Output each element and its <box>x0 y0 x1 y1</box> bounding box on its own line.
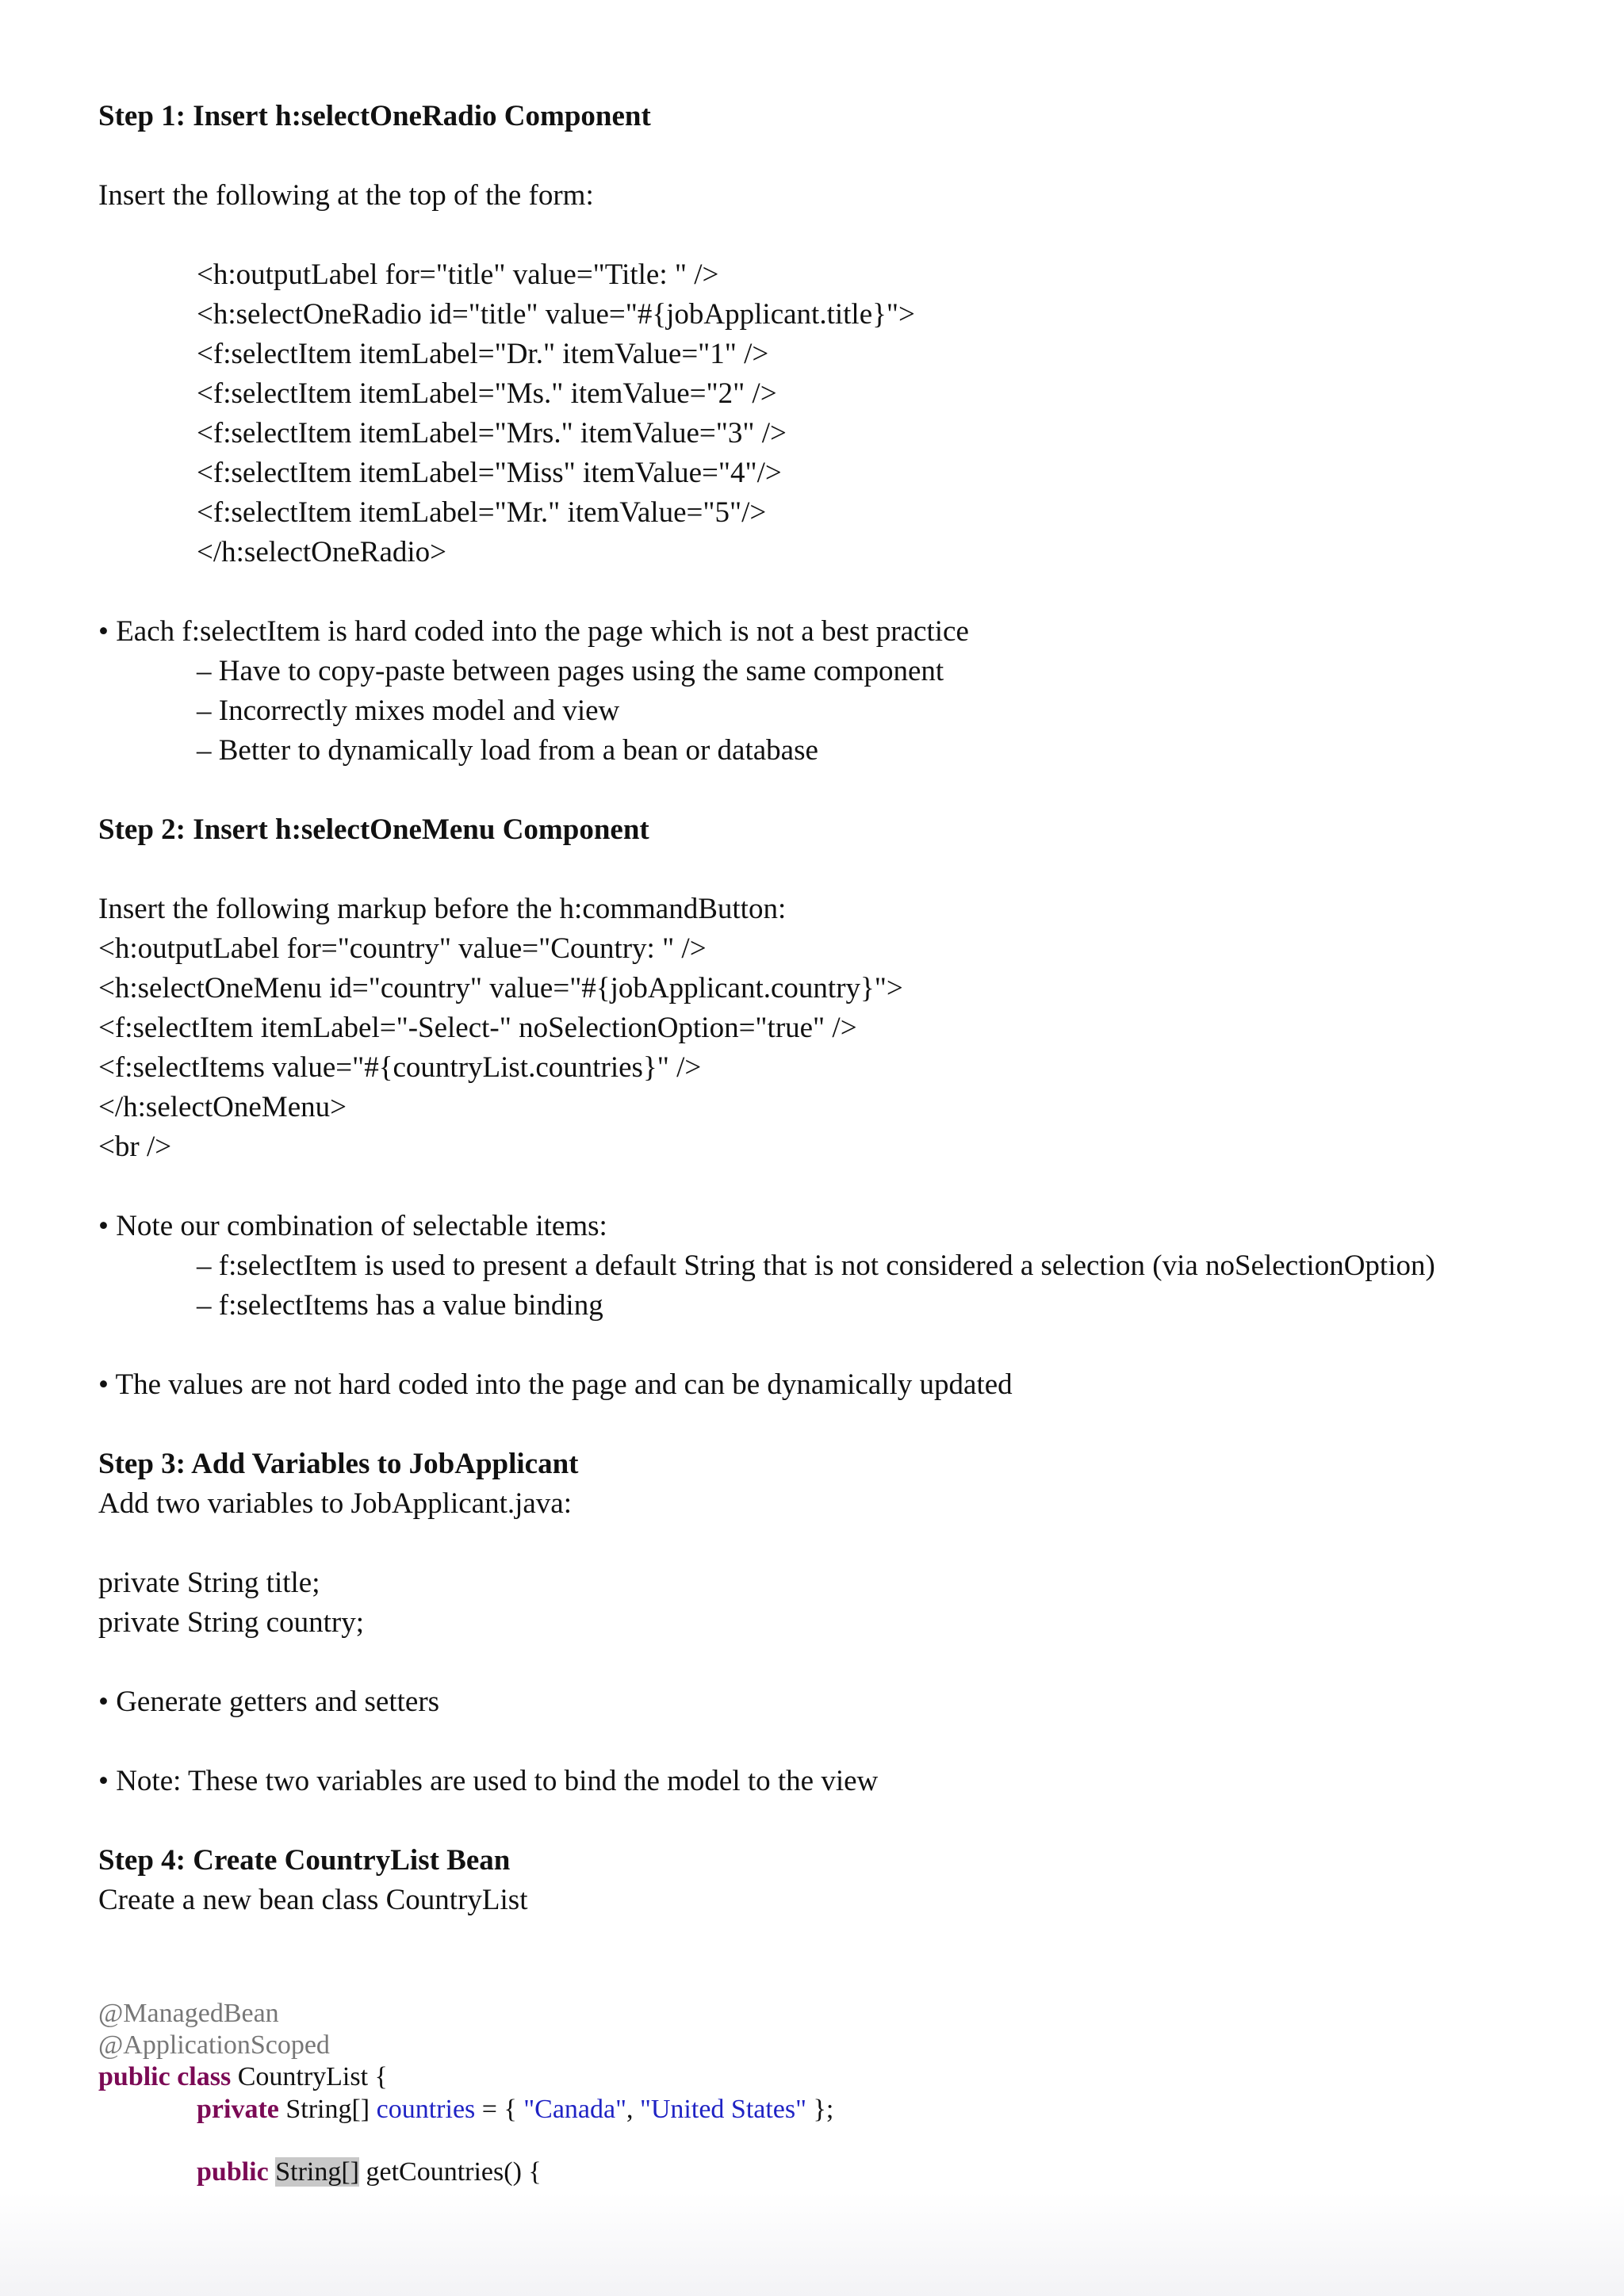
step3-code-line: private String country; <box>98 1606 364 1639</box>
step2-intro: Insert the following markup before the h:commandButton: <box>98 893 787 925</box>
java-annotation: @ApplicationScoped <box>98 2030 330 2060</box>
java-field-name: countries <box>376 2095 476 2124</box>
java-annotation: @ManagedBean <box>98 1999 279 2028</box>
step1-code-line: <f:selectItem itemLabel="Mrs." itemValue="3" /> <box>197 417 787 450</box>
java-keyword: public class <box>98 2062 232 2091</box>
step1-code-line: <f:selectItem itemLabel="Dr." itemValue="1" /> <box>197 338 769 370</box>
java-punct: , <box>626 2095 640 2124</box>
step3-bullet: • Note: These two variables are used to bind the model to the view <box>98 1765 879 1797</box>
step1-subpoint: – Have to copy-paste between pages using the same component <box>197 655 944 687</box>
step4-intro: Create a new bean class CountryList <box>98 1884 528 1916</box>
java-field-declaration <box>197 2094 833 2126</box>
step2-heading: Step 2: Insert h:selectOneMenu Component <box>98 813 649 846</box>
step1-bullet: • Each f:selectItem is hard coded into the page which is not a best practice <box>98 615 969 648</box>
java-class-declaration <box>98 2061 388 2093</box>
step2-code-line: <h:selectOneMenu id="country" value="#{jobApplicant.country}"> <box>98 972 903 1004</box>
page-bottom-shade <box>0 2193 1624 2296</box>
step3-bullet: • Generate getters and setters <box>98 1686 440 1718</box>
step2-bullet: • The values are not hard coded into the page and can be dynamically updated <box>98 1368 1013 1401</box>
java-class-name: CountryList { <box>231 2062 388 2091</box>
java-punct: }; <box>806 2095 834 2124</box>
step1-code-line: <f:selectItem itemLabel="Mr." itemValue="5"/> <box>197 496 767 529</box>
step1-code-line: <h:outputLabel for="title" value="Title: " /> <box>197 258 719 291</box>
step1-subpoint: – Incorrectly mixes model and view <box>197 695 620 727</box>
step2-code-line: </h:selectOneMenu> <box>98 1091 347 1123</box>
step2-code-line: <f:selectItems value="#{countryList.countries}" /> <box>98 1051 702 1084</box>
step2-code-line: <f:selectItem itemLabel="-Select-" noSelectionOption="true" /> <box>98 1012 857 1044</box>
step2-bullet: • Note our combination of selectable items: <box>98 1210 607 1242</box>
java-keyword: public <box>197 2157 269 2187</box>
step4-heading: Step 4: Create CountryList Bean <box>98 1844 511 1877</box>
java-method-declaration <box>197 2156 542 2188</box>
java-highlighted-type: String[] <box>275 2157 359 2187</box>
step1-code-line: <f:selectItem itemLabel="Miss" itemValue="4"/> <box>197 457 782 489</box>
step2-subpoint: – f:selectItem is used to present a default String that is not considered a selection (via noSelectionOption) <box>197 1249 1435 1282</box>
step1-code-line: </h:selectOneRadio> <box>197 536 447 568</box>
step3-code-line: private String title; <box>98 1567 320 1599</box>
java-method-signature: getCountries() { <box>359 2157 542 2187</box>
step2-subpoint: – f:selectItems has a value binding <box>197 1289 603 1322</box>
step1-subpoint: – Better to dynamically load from a bean or database <box>197 734 818 767</box>
step2-code-line: <h:outputLabel for="country" value="Country: " /> <box>98 932 707 965</box>
java-string-literal: "United States" <box>640 2095 807 2124</box>
step1-heading: Step 1: Insert h:selectOneRadio Component <box>98 100 651 132</box>
java-string-literal: "Canada" <box>523 2095 626 2124</box>
step1-code-line: <f:selectItem itemLabel="Ms." itemValue="2" /> <box>197 377 777 410</box>
step2-code-line: <br /> <box>98 1131 172 1163</box>
step3-intro: Add two variables to JobApplicant.java: <box>98 1487 573 1520</box>
step1-code-line: <h:selectOneRadio id="title" value="#{jobApplicant.title}"> <box>197 298 915 331</box>
java-punct: = { <box>475 2095 524 2124</box>
step3-heading: Step 3: Add Variables to JobApplicant <box>98 1448 579 1480</box>
step1-intro: Insert the following at the top of the form: <box>98 179 594 212</box>
java-type: String[] <box>278 2095 377 2124</box>
java-keyword: private <box>197 2095 279 2124</box>
